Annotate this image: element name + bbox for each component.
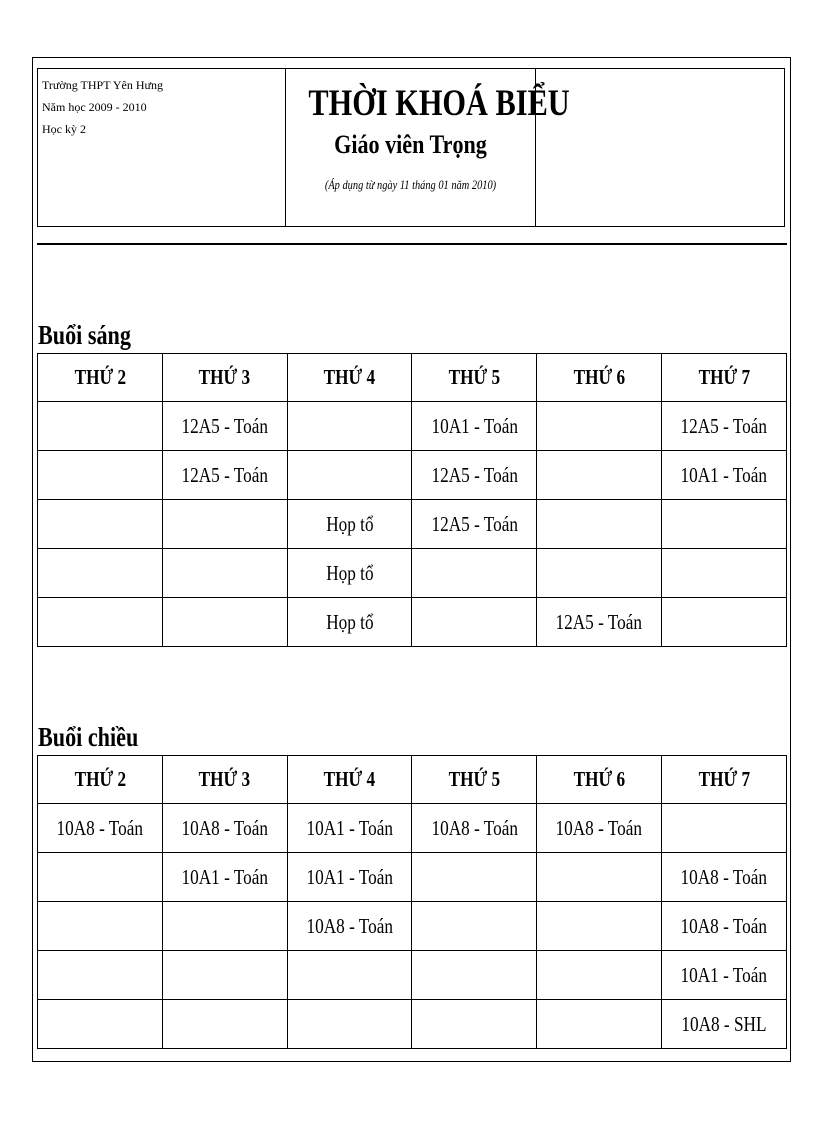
morning-title: Buổi sáng bbox=[38, 320, 131, 350]
school-term: Học kỳ 2 bbox=[42, 122, 86, 136]
class-label: 10A1 - Toán bbox=[306, 864, 393, 889]
document-header bbox=[37, 68, 785, 227]
timetable-cell bbox=[662, 451, 787, 500]
afternoon-day-header bbox=[38, 756, 163, 804]
afternoon-day-header bbox=[412, 756, 537, 804]
class-label: Họp tổ bbox=[325, 511, 374, 536]
title-block bbox=[286, 69, 570, 226]
document-title: THỜI KHOÁ BIỂU bbox=[308, 83, 570, 124]
morning-day-header bbox=[162, 354, 287, 402]
timetable-cell bbox=[412, 549, 537, 598]
school-name: Trường THPT Yên Hưng bbox=[42, 78, 164, 92]
table-row bbox=[38, 902, 787, 951]
class-label: 10A1 - Toán bbox=[181, 864, 268, 889]
timetable-cell bbox=[38, 1000, 163, 1049]
class-label: 10A8 - SHL bbox=[681, 1011, 767, 1036]
day-label: THỨ 2 bbox=[74, 365, 126, 389]
timetable-cell bbox=[412, 451, 537, 500]
class-label: 10A8 - Toán bbox=[680, 913, 768, 938]
timetable-cell bbox=[412, 598, 537, 647]
teacher-name: Giáo viên Trọng bbox=[334, 130, 487, 159]
afternoon-day-header bbox=[537, 756, 662, 804]
timetable-cell bbox=[38, 500, 163, 549]
timetable-cell bbox=[662, 853, 787, 902]
class-label: 10A8 - Toán bbox=[181, 815, 268, 840]
afternoon-header-row bbox=[38, 756, 787, 804]
timetable-cell bbox=[162, 598, 287, 647]
timetable-cell bbox=[162, 402, 287, 451]
class-label: Họp tổ bbox=[325, 560, 374, 585]
day-label: THỨ 4 bbox=[323, 767, 376, 791]
timetable-cell bbox=[287, 804, 412, 853]
header-blank-cell bbox=[536, 69, 784, 226]
timetable-cell bbox=[662, 804, 787, 853]
morning-timetable bbox=[37, 353, 787, 647]
day-label: THỨ 3 bbox=[198, 365, 251, 389]
timetable-cell bbox=[38, 402, 163, 451]
table-row bbox=[38, 500, 787, 549]
afternoon-day-header bbox=[287, 756, 412, 804]
timetable-cell bbox=[162, 549, 287, 598]
timetable-cell bbox=[412, 500, 537, 549]
class-label: 10A8 - Toán bbox=[56, 815, 144, 840]
timetable-cell bbox=[412, 951, 537, 1000]
timetable-cell bbox=[162, 951, 287, 1000]
timetable-cell bbox=[537, 902, 662, 951]
afternoon-timetable bbox=[37, 755, 787, 1049]
timetable-cell bbox=[662, 500, 787, 549]
day-label: THỨ 5 bbox=[448, 365, 501, 389]
timetable-cell bbox=[38, 902, 163, 951]
class-label: 10A1 - Toán bbox=[680, 462, 768, 487]
afternoon-title: Buổi chiều bbox=[38, 722, 139, 752]
timetable-cell bbox=[537, 804, 662, 853]
timetable-cell bbox=[38, 951, 163, 1000]
timetable-cell bbox=[537, 500, 662, 549]
table-row bbox=[38, 853, 787, 902]
class-label: 10A1 - Toán bbox=[431, 413, 518, 438]
timetable-cell bbox=[412, 902, 537, 951]
timetable-cell bbox=[287, 451, 412, 500]
day-label: THỨ 7 bbox=[698, 767, 750, 791]
timetable-cell bbox=[537, 451, 662, 500]
day-label: THỨ 3 bbox=[198, 767, 251, 791]
day-label: THỨ 4 bbox=[323, 365, 376, 389]
day-label: THỨ 6 bbox=[573, 365, 625, 389]
morning-header-row bbox=[38, 354, 787, 402]
morning-day-header bbox=[287, 354, 412, 402]
timetable-cell bbox=[412, 853, 537, 902]
table-row bbox=[38, 549, 787, 598]
timetable-cell bbox=[162, 1000, 287, 1049]
timetable-cell bbox=[162, 804, 287, 853]
afternoon-day-header bbox=[162, 756, 287, 804]
timetable-cell bbox=[412, 1000, 537, 1049]
timetable-cell bbox=[662, 951, 787, 1000]
header-divider bbox=[37, 243, 787, 245]
class-label: 10A8 - Toán bbox=[555, 815, 643, 840]
timetable-cell bbox=[537, 853, 662, 902]
class-label: 12A5 - Toán bbox=[680, 413, 768, 438]
class-label: 12A5 - Toán bbox=[431, 462, 518, 487]
applied-date: (Áp dụng từ ngày 11 tháng 01 năm 2010) bbox=[324, 177, 497, 192]
morning-day-header bbox=[412, 354, 537, 402]
timetable-cell bbox=[287, 902, 412, 951]
timetable-cell bbox=[412, 402, 537, 451]
timetable-cell bbox=[287, 1000, 412, 1049]
class-label: 12A5 - Toán bbox=[431, 511, 518, 536]
morning-day-header bbox=[38, 354, 163, 402]
timetable-cell bbox=[537, 549, 662, 598]
morning-day-header bbox=[662, 354, 787, 402]
class-label: 12A5 - Toán bbox=[181, 413, 268, 438]
class-label: 10A1 - Toán bbox=[306, 815, 393, 840]
table-row bbox=[38, 598, 787, 647]
morning-day-header bbox=[537, 354, 662, 402]
timetable-cell bbox=[162, 451, 287, 500]
timetable-cell bbox=[662, 598, 787, 647]
day-label: THỨ 2 bbox=[74, 767, 126, 791]
table-row bbox=[38, 951, 787, 1000]
school-info bbox=[38, 69, 286, 226]
class-label: 10A8 - Toán bbox=[680, 864, 768, 889]
timetable-cell bbox=[38, 804, 163, 853]
afternoon-day-header bbox=[662, 756, 787, 804]
timetable-cell bbox=[162, 902, 287, 951]
class-label: Họp tổ bbox=[325, 609, 374, 634]
school-year: Năm học 2009 - 2010 bbox=[42, 100, 147, 114]
class-label: 12A5 - Toán bbox=[555, 609, 643, 634]
timetable-cell bbox=[38, 451, 163, 500]
timetable-cell bbox=[287, 598, 412, 647]
timetable-cell bbox=[38, 598, 163, 647]
timetable-cell bbox=[662, 1000, 787, 1049]
table-row bbox=[38, 402, 787, 451]
table-row bbox=[38, 1000, 787, 1049]
day-label: THỨ 7 bbox=[698, 365, 750, 389]
timetable-cell bbox=[287, 500, 412, 549]
timetable-cell bbox=[662, 549, 787, 598]
timetable-cell bbox=[162, 853, 287, 902]
timetable-cell bbox=[412, 804, 537, 853]
timetable-cell bbox=[38, 853, 163, 902]
timetable-cell bbox=[537, 951, 662, 1000]
timetable-cell bbox=[537, 1000, 662, 1049]
timetable-cell bbox=[287, 951, 412, 1000]
timetable-cell bbox=[537, 598, 662, 647]
timetable-cell bbox=[162, 500, 287, 549]
timetable-cell bbox=[537, 402, 662, 451]
timetable-cell bbox=[662, 902, 787, 951]
day-label: THỨ 5 bbox=[448, 767, 501, 791]
timetable-cell bbox=[287, 549, 412, 598]
timetable-cell bbox=[287, 853, 412, 902]
timetable-cell bbox=[287, 402, 412, 451]
timetable-cell bbox=[38, 549, 163, 598]
day-label: THỨ 6 bbox=[573, 767, 625, 791]
table-row bbox=[38, 451, 787, 500]
timetable-cell bbox=[662, 402, 787, 451]
class-label: 10A8 - Toán bbox=[306, 913, 393, 938]
class-label: 10A8 - Toán bbox=[431, 815, 518, 840]
class-label: 12A5 - Toán bbox=[181, 462, 268, 487]
class-label: 10A1 - Toán bbox=[680, 962, 768, 987]
table-row bbox=[38, 804, 787, 853]
